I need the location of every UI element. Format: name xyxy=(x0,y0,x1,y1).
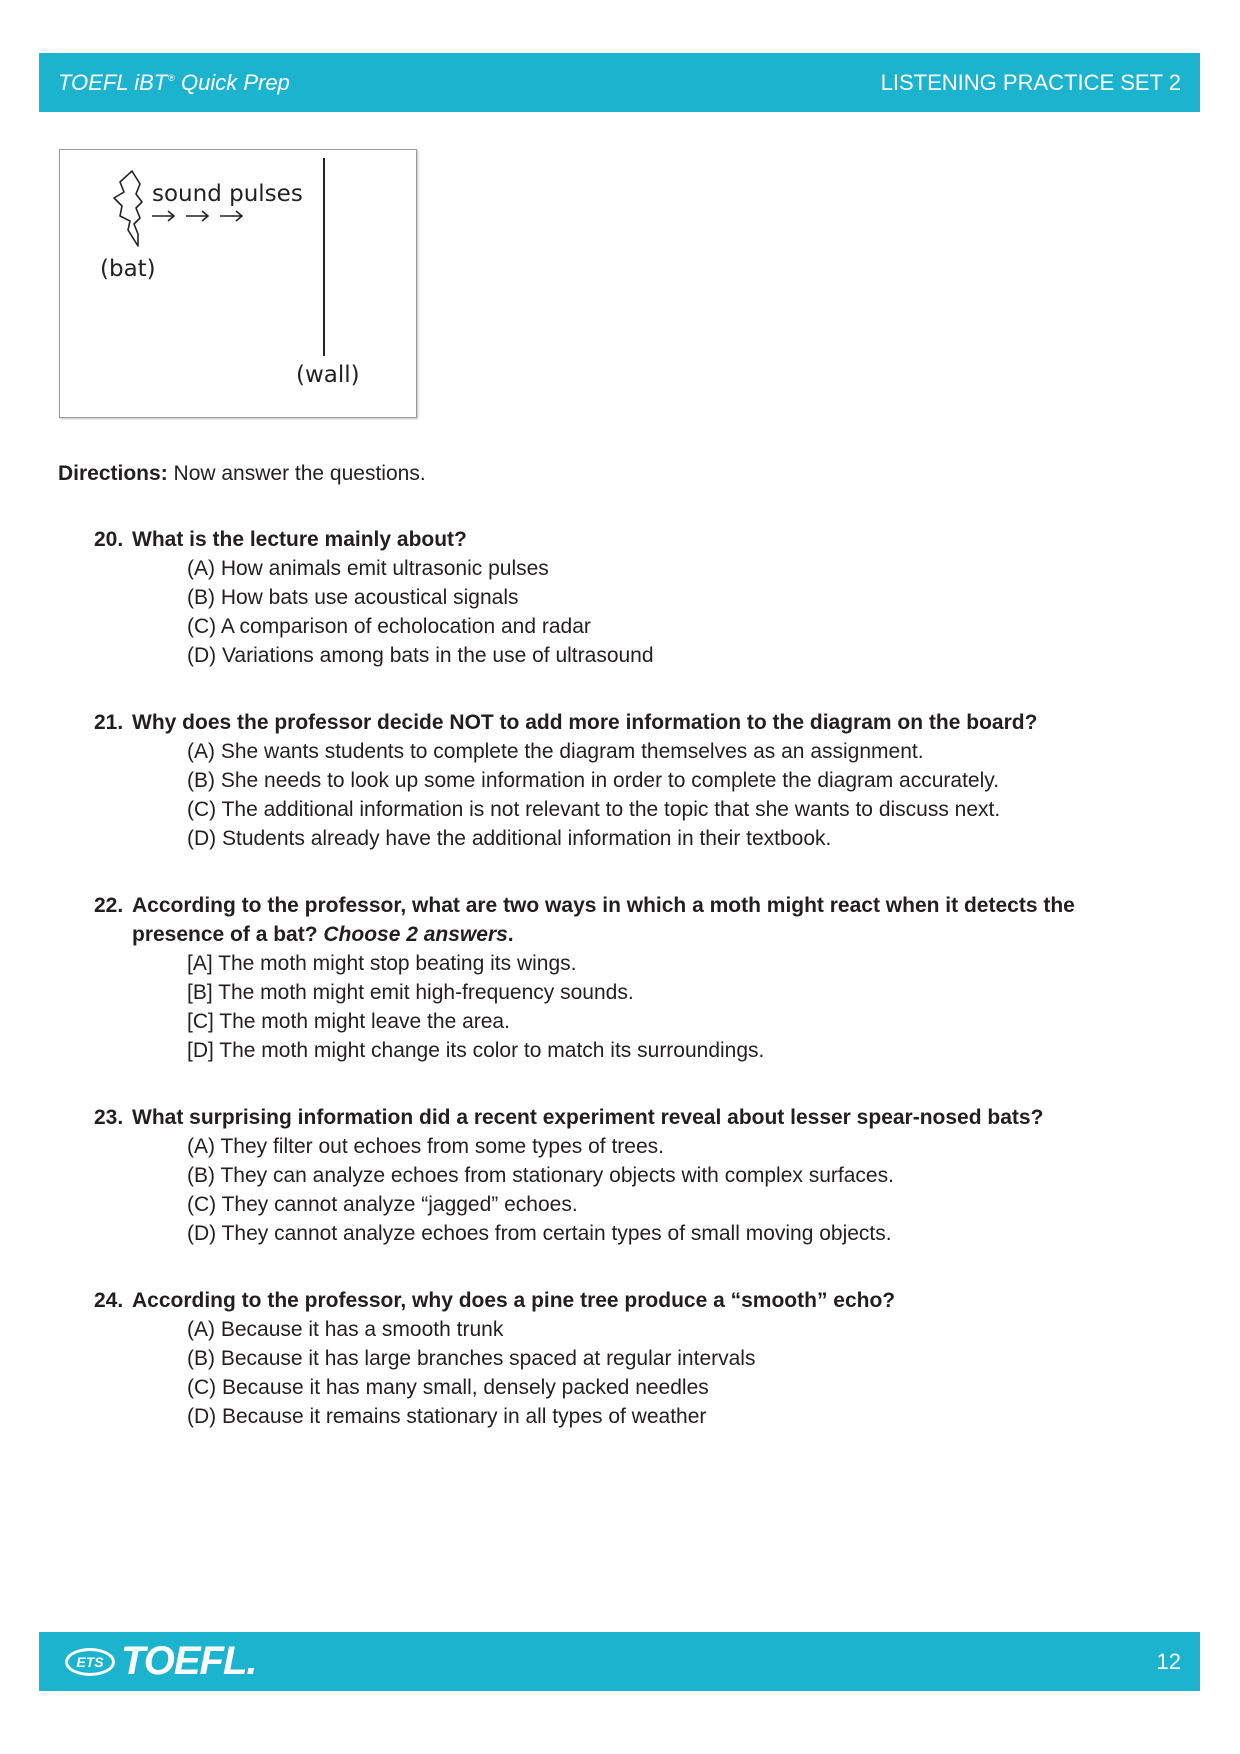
answer-option[interactable]: [B] The moth might emit high-frequency sounds. xyxy=(187,981,634,1004)
document-title xyxy=(58,70,290,96)
answer-option[interactable]: (C) Because it has many small, densely packed needles xyxy=(187,1376,709,1399)
title-text: TOEFL iBT xyxy=(58,69,168,95)
answer-options xyxy=(94,737,1124,853)
title-suffix: Quick Prep xyxy=(174,69,290,95)
question-prompt xyxy=(132,891,1124,949)
directions-label: Directions: xyxy=(58,462,168,485)
sound-pulses-label: sound pulses xyxy=(152,181,303,207)
question-20 xyxy=(94,525,1124,670)
question-instruction: Choose 2 answers xyxy=(323,923,508,946)
directions xyxy=(58,462,426,486)
answer-option[interactable]: (D) Variations among bats in the use of ultrasound xyxy=(187,644,654,667)
answer-option[interactable]: [D] The moth might change its color to match its surroundings. xyxy=(187,1039,765,1062)
question-prompt-end: . xyxy=(507,923,514,946)
answer-option[interactable]: (A) They filter out echoes from some types of trees. xyxy=(187,1135,664,1158)
registered-mark: ® xyxy=(168,72,175,83)
question-text xyxy=(94,525,1124,554)
header-bar xyxy=(39,53,1200,112)
question-prompt: What is the lecture mainly about? xyxy=(132,528,467,551)
answer-option[interactable]: (A) How animals emit ultrasonic pulses xyxy=(187,557,549,580)
diagram-svg xyxy=(60,150,416,417)
question-number: 24. xyxy=(94,1289,124,1312)
answer-option[interactable]: (A) Because it has a smooth trunk xyxy=(187,1318,504,1341)
answer-option[interactable]: (B) They can analyze echoes from stationary objects with complex surfaces. xyxy=(187,1164,894,1187)
answer-option[interactable]: [A] The moth might stop beating its wings. xyxy=(187,952,577,975)
answer-options xyxy=(94,949,1124,1065)
directions-text: Now answer the questions. xyxy=(167,462,426,485)
question-22 xyxy=(94,891,1124,1065)
question-text xyxy=(94,708,1124,737)
toefl-wordmark-dot: . xyxy=(246,1639,257,1683)
question-number: 21. xyxy=(94,711,124,734)
answer-options xyxy=(94,1132,1124,1248)
answer-options xyxy=(94,1315,1124,1431)
arrows-icon xyxy=(152,211,242,221)
echolocation-diagram xyxy=(59,149,417,418)
toefl-wordmark-text: TOEFL xyxy=(121,1639,247,1683)
question-number: 23. xyxy=(94,1106,124,1129)
answer-option[interactable]: (D) Because it remains stationary in all types of weather xyxy=(187,1405,707,1428)
question-text xyxy=(94,891,1124,949)
answer-option[interactable]: (D) Students already have the additional information in their textbook. xyxy=(187,827,832,850)
footer-bar xyxy=(39,1632,1200,1691)
question-prompt: What surprising information did a recent experiment reveal about lesser spear-nosed bats? xyxy=(132,1106,1044,1129)
answer-option[interactable]: (C) A comparison of echolocation and radar xyxy=(187,615,591,638)
question-23 xyxy=(94,1103,1124,1248)
answer-option[interactable]: (D) They cannot analyze echoes from certain types of small moving objects. xyxy=(187,1222,892,1245)
ets-toefl-logo xyxy=(65,1639,257,1684)
question-text xyxy=(94,1286,1124,1315)
question-21 xyxy=(94,708,1124,853)
answer-option[interactable]: (A) She wants students to complete the diagram themselves as an assignment. xyxy=(187,740,924,763)
answer-option[interactable]: (B) Because it has large branches spaced at regular intervals xyxy=(187,1347,756,1370)
section-title: LISTENING PRACTICE SET 2 xyxy=(880,69,1181,95)
answer-option[interactable]: (C) They cannot analyze “jagged” echoes. xyxy=(187,1193,578,1216)
answer-option[interactable]: (B) How bats use acoustical signals xyxy=(187,586,519,609)
question-prompt-main: According to the professor, what are two ways in which a moth might react when it detects the presence of a bat? xyxy=(132,894,1075,946)
question-number: 22. xyxy=(94,894,124,917)
question-prompt: Why does the professor decide NOT to add more information to the diagram on the board? xyxy=(132,711,1038,734)
page-number: 12 xyxy=(1156,1648,1181,1674)
bat-label: (bat) xyxy=(100,256,156,282)
question-text xyxy=(94,1103,1124,1132)
wall-label: (wall) xyxy=(296,362,360,388)
answer-options xyxy=(94,554,1124,670)
answer-option[interactable]: [C] The moth might leave the area. xyxy=(187,1010,510,1033)
question-prompt: According to the professor, why does a pine tree produce a “smooth” echo? xyxy=(132,1289,896,1312)
answer-option[interactable]: (C) The additional information is not relevant to the topic that she wants to discuss next. xyxy=(187,798,1001,821)
question-number: 20. xyxy=(94,528,124,551)
answer-option[interactable]: (B) She needs to look up some information in order to complete the diagram accurately. xyxy=(187,769,1000,792)
ets-logo-icon: ETS xyxy=(65,1648,115,1676)
toefl-wordmark xyxy=(121,1639,257,1684)
bat-icon xyxy=(114,171,142,246)
question-24 xyxy=(94,1286,1124,1431)
